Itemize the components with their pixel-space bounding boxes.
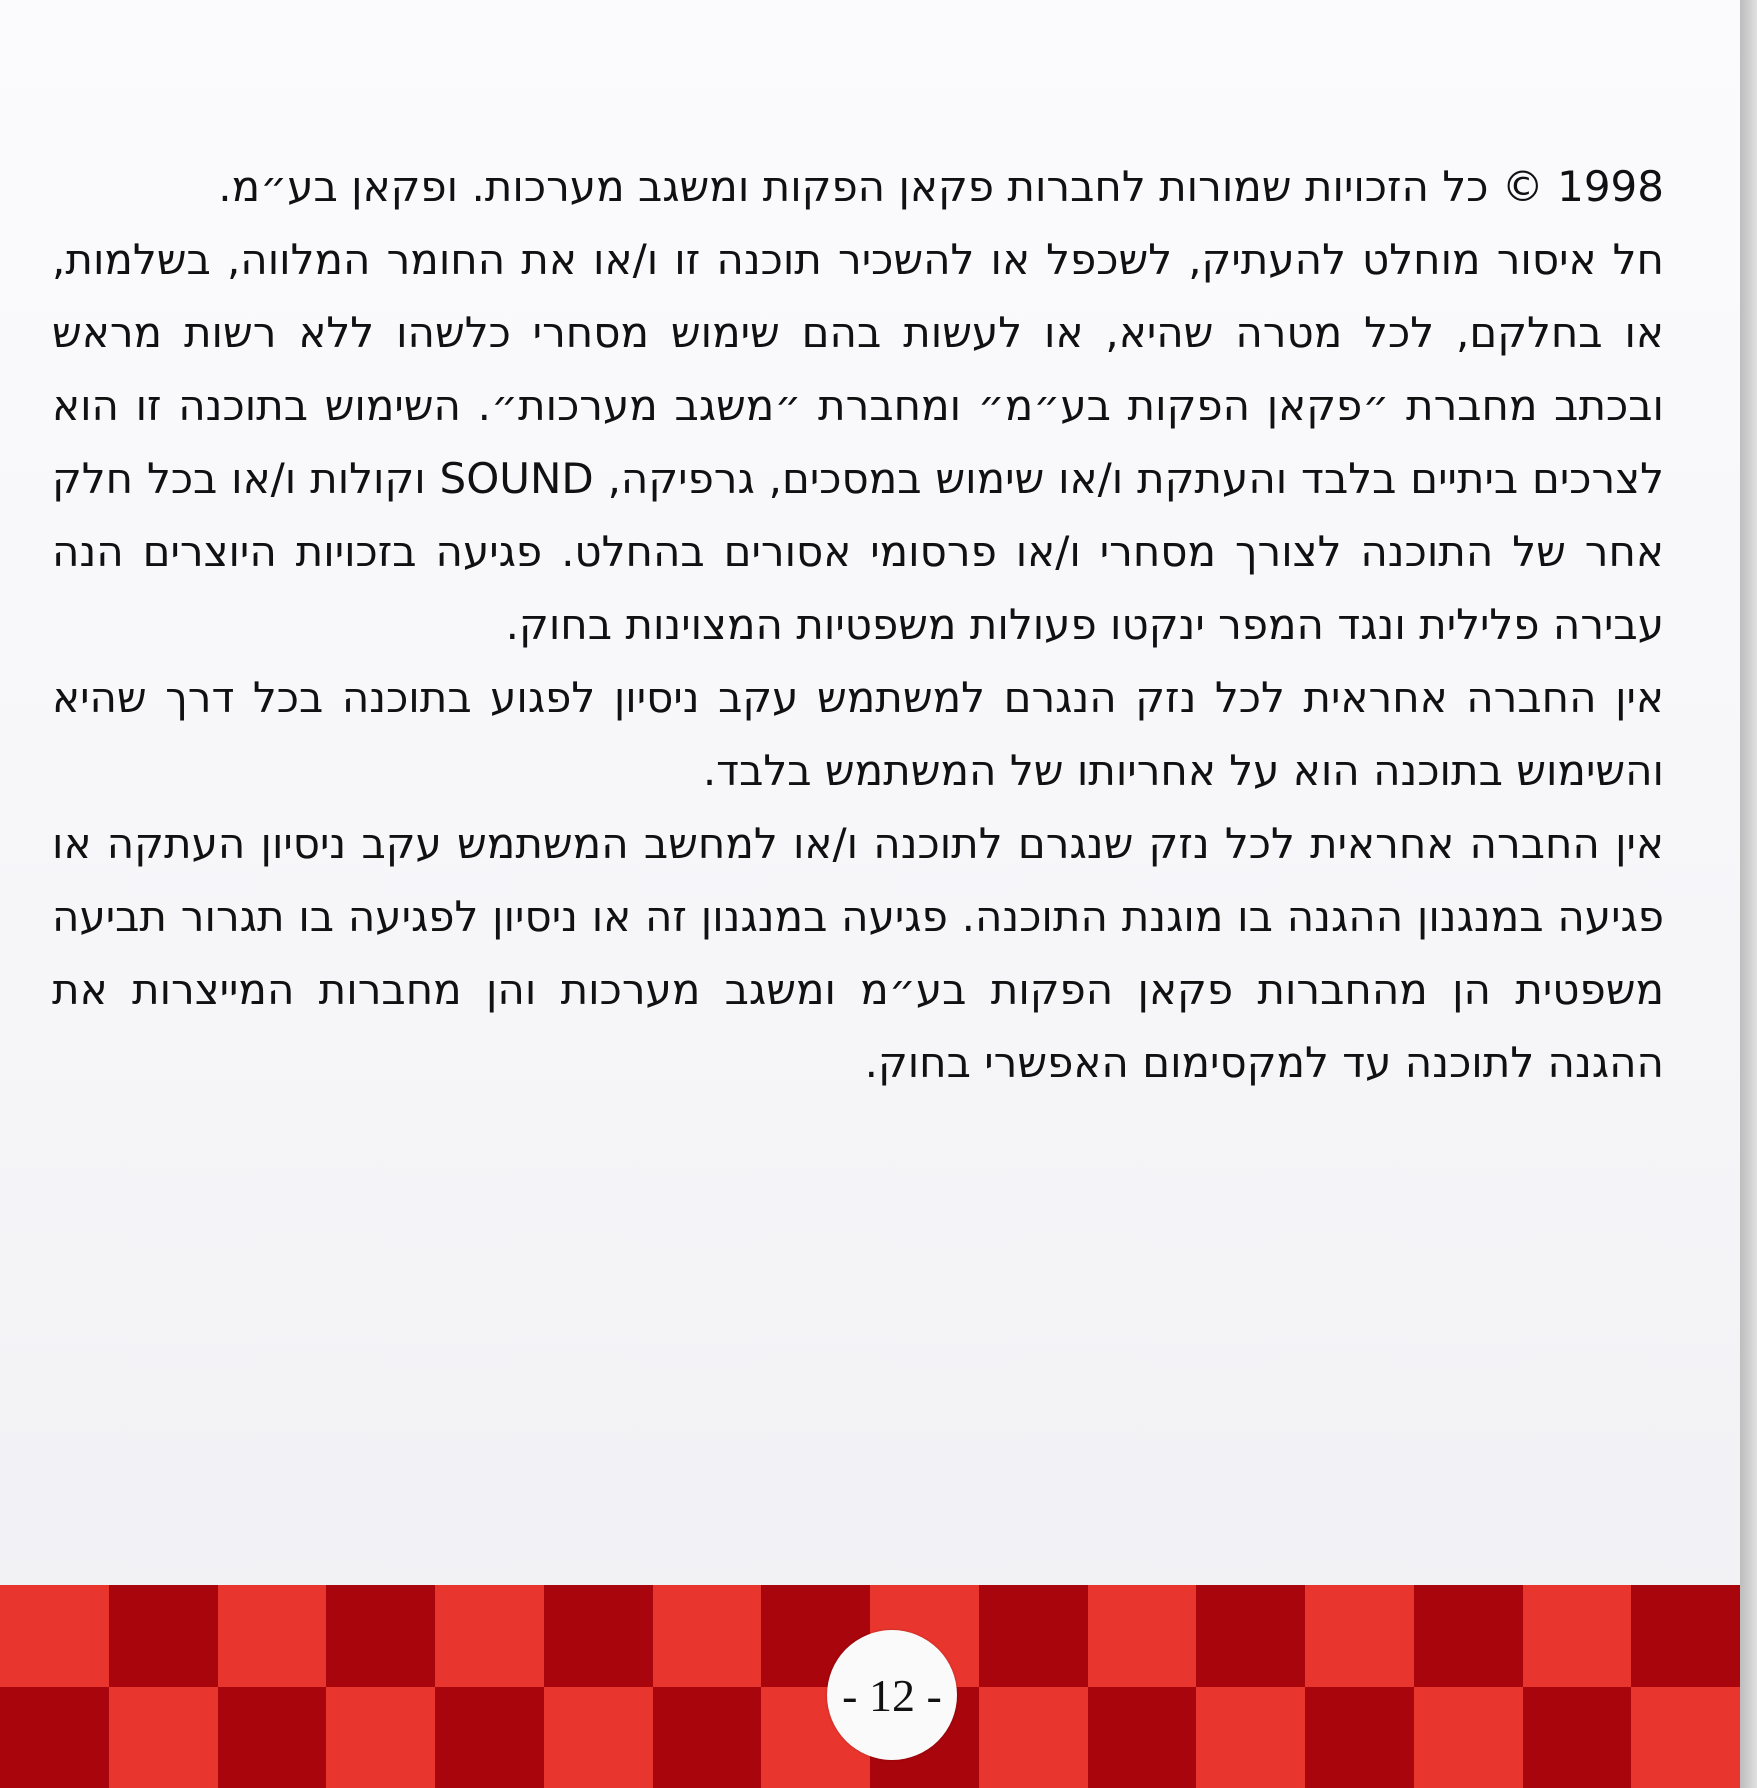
copyright-paragraph: 1998 © כל הזכויות שמורות לחברות פקאן הפקות ומשגב מערכות. ופקאן בע״מ.: [218, 162, 1664, 211]
protection-paragraph: אין החברה אחראית לכל נזק שנגרם לתוכנה ו/או למחשב המשתמש עקב ניסיון העתקה או פגיעה במנגנון ההגנה בו מוגנת התוכנה. פגיעה במנגנון זה או ניסיון לפגיעה בו תגרור תביעה משפטית הן מהחברות פקאן הפקות בע״מ ומשגב מערכות והן מחברות המייצרות את ההגנה לתוכנה עד למקסימום האפשרי בחוק.: [52, 819, 1664, 1087]
liability-paragraph: אין החברה אחראית לכל נזק הנגרם למשתמש עקב ניסיון לפגוע בתוכנה בכל דרך שהיא והשימוש בתוכנה הוא על אחריותו של המשתמש בלבד.: [52, 673, 1664, 795]
copyright-notice: [52, 150, 1664, 1099]
page-number-badge: - 12 -: [827, 1630, 957, 1760]
page-edge-shadow: [1740, 0, 1757, 1788]
usage-restriction-paragraph: חל איסור מוחלט להעתיק, לשכפל או להשכיר תוכנה זו ו/או את החומר המלווה, בשלמות, או בחלקם, לכל מטרה שהיא, או לעשות בהם שימוש מסחרי כלשהו ללא רשות מראש ובכתב מחברת ״פקאן הפקות בע״מ״ ומחברת ״משגב מערכות״. השימוש בתוכנה זו הוא לצרכים ביתיים בלבד והעתקת ו/או שימוש במסכים, גרפיקה, SOUND וקולות ו/או בכל חלק אחר של התוכנה לצורך מסחרי ו/או פרסומי אסורים בהחלט. פגיעה בזכויות היוצרים הנה עבירה פלילית ונגד המפר ינקטו פעולות משפטיות המצוינות בחוק.: [52, 235, 1664, 649]
